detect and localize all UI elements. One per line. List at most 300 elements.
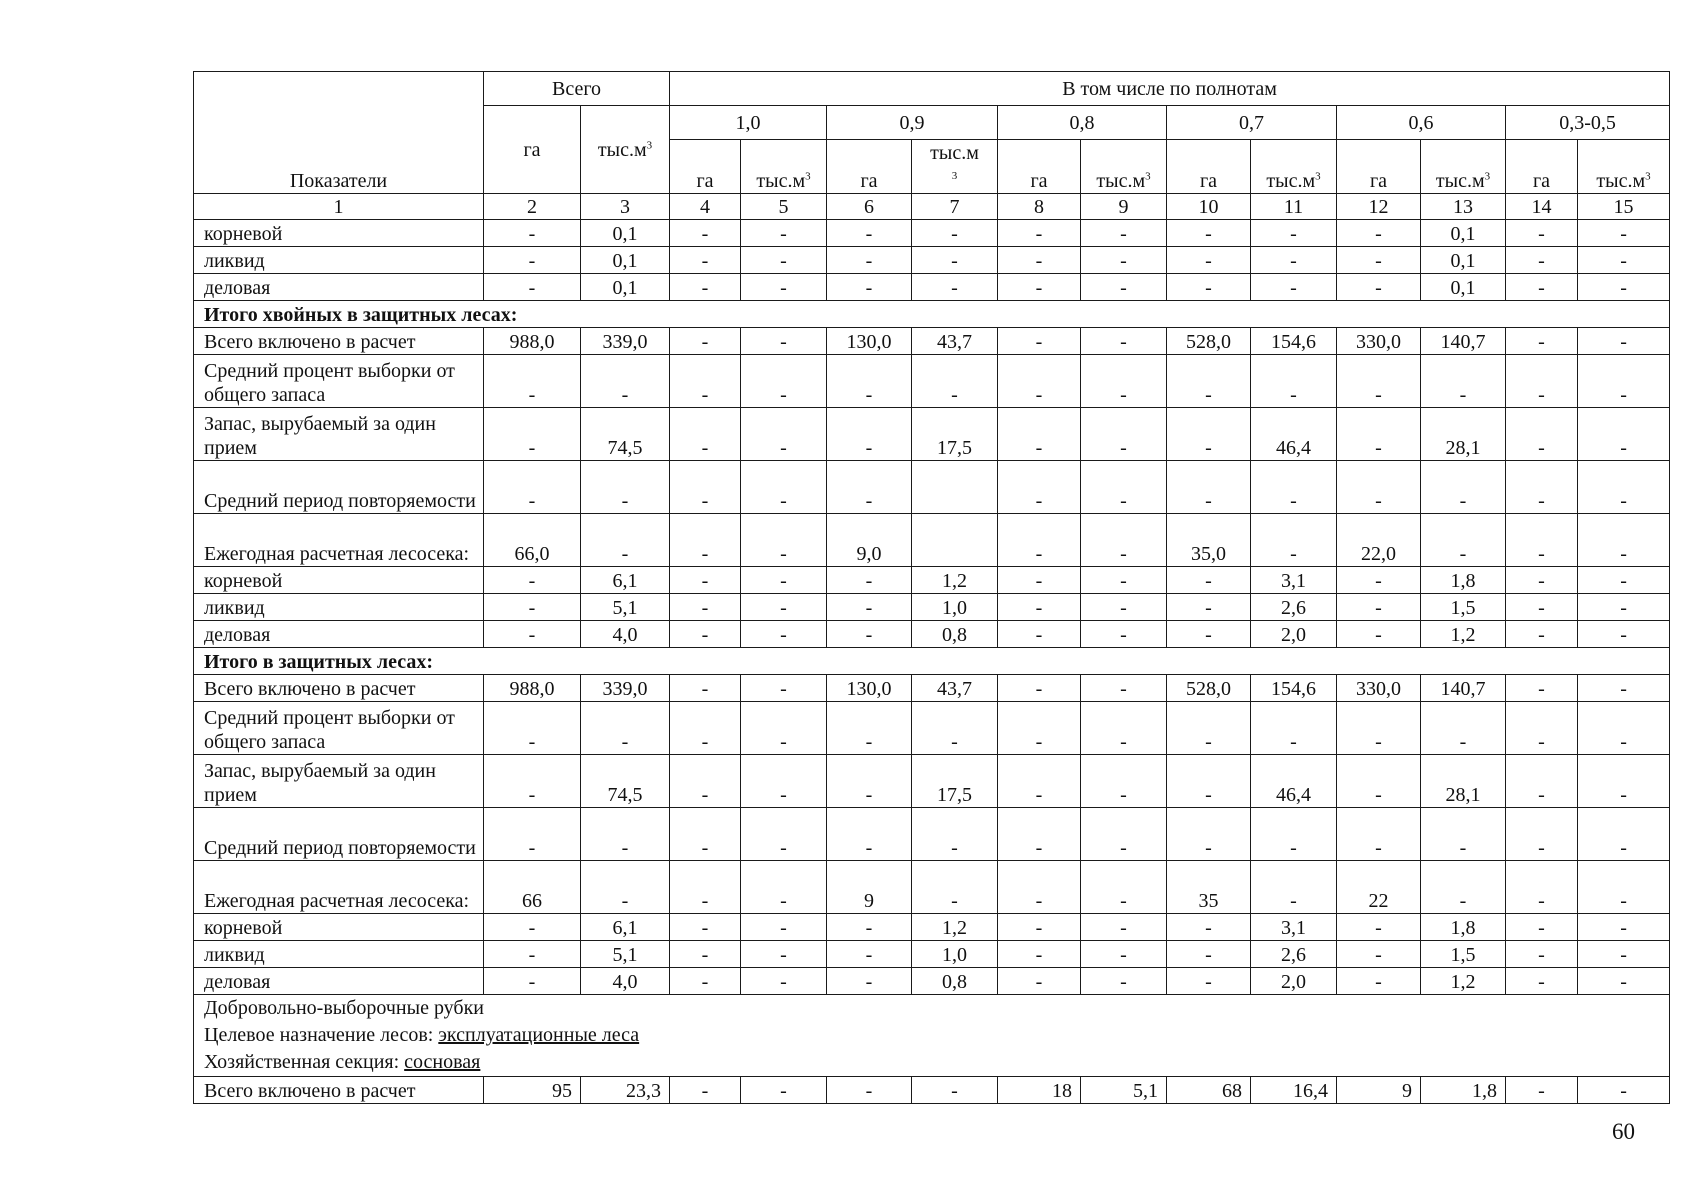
table-cell: -: [484, 567, 581, 594]
info-block: [194, 995, 1670, 1077]
table-cell: 1,2: [1421, 621, 1506, 648]
table-cell: -: [827, 808, 912, 861]
row-label: Запас, вырубаемый за один прием: [194, 755, 484, 808]
table-row: [194, 941, 1670, 968]
table-cell: -: [1506, 514, 1578, 567]
table-cell: -: [1421, 461, 1506, 514]
table-cell: 140,7: [1421, 328, 1506, 355]
table-cell: -: [1506, 675, 1578, 702]
table-cell: -: [1506, 941, 1578, 968]
table-cell: -: [484, 702, 581, 755]
table-cell: -: [827, 755, 912, 808]
table-cell: -: [484, 408, 581, 461]
table-row: [194, 968, 1670, 995]
table-cell: 35,0: [1167, 514, 1251, 567]
table-cell: 528,0: [1167, 675, 1251, 702]
table-cell: -: [1251, 514, 1337, 567]
unit-ha: га: [827, 140, 912, 194]
table-cell: 74,5: [581, 755, 670, 808]
table-cell: -: [581, 461, 670, 514]
total-ha-header: га: [484, 106, 581, 194]
table-cell: -: [1337, 914, 1421, 941]
table-cell: 330,0: [1337, 675, 1421, 702]
table-cell: 130,0: [827, 328, 912, 355]
row-label: корневой: [194, 567, 484, 594]
cutting-volume-table: [193, 71, 1670, 1104]
table-row: [194, 355, 1670, 408]
table-row: [194, 1077, 1670, 1104]
table-row: [194, 461, 1670, 514]
table-cell: 1,5: [1421, 594, 1506, 621]
table-cell: 1,2: [912, 567, 998, 594]
table-cell: -: [670, 247, 741, 274]
table-cell: -: [1167, 408, 1251, 461]
unit-vol: $тыс.м^3$: [1421, 140, 1506, 194]
table-cell: -: [1251, 355, 1337, 408]
table-cell: -: [741, 461, 827, 514]
table-cell: -: [1421, 514, 1506, 567]
row-label: Всего включено в расчет: [194, 675, 484, 702]
forest-purpose-value: эксплуатационные леса: [438, 1024, 640, 1046]
table-cell: 154,6: [1251, 328, 1337, 355]
column-number: 4: [670, 194, 741, 220]
table-cell: -: [998, 702, 1081, 755]
table-cell: 988,0: [484, 328, 581, 355]
table-cell: -: [912, 247, 998, 274]
table-cell: 16,4: [1251, 1077, 1337, 1104]
table-cell: -: [1081, 914, 1167, 941]
table-cell: -: [1251, 247, 1337, 274]
row-label: корневой: [194, 220, 484, 247]
table-cell: 95: [484, 1077, 581, 1104]
table-row: [194, 755, 1670, 808]
table-cell: -: [1578, 1077, 1670, 1104]
table-cell: -: [1337, 621, 1421, 648]
table-cell: -: [1506, 461, 1578, 514]
table-cell: -: [1081, 594, 1167, 621]
table-cell: -: [581, 702, 670, 755]
total-header: Всего: [484, 72, 670, 106]
table-row: [194, 594, 1670, 621]
unit-ha: га: [1167, 140, 1251, 194]
table-cell: 3,1: [1251, 914, 1337, 941]
table-cell: -: [1251, 702, 1337, 755]
row-label: Ежегодная расчетная лесосека:: [194, 514, 484, 567]
table-cell: 1,0: [912, 941, 998, 968]
table-row: [194, 621, 1670, 648]
table-cell: -: [1421, 861, 1506, 914]
table-cell: 0,1: [581, 247, 670, 274]
table-cell: -: [1421, 355, 1506, 408]
table-cell: -: [1081, 461, 1167, 514]
table-cell: 5,1: [581, 941, 670, 968]
table-cell: -: [1506, 968, 1578, 995]
table-cell: -: [998, 594, 1081, 621]
table-cell: -: [1506, 594, 1578, 621]
table-cell: -: [1167, 274, 1251, 301]
table-cell: -: [670, 1077, 741, 1104]
unit-ha: га: [998, 140, 1081, 194]
table-cell: -: [1578, 274, 1670, 301]
table-cell: -: [1421, 808, 1506, 861]
table-cell: -: [1578, 461, 1670, 514]
table-cell: -: [1506, 808, 1578, 861]
table-cell: -: [1337, 274, 1421, 301]
table-cell: -: [827, 621, 912, 648]
table-row: [194, 247, 1670, 274]
table-cell: -: [1578, 514, 1670, 567]
table-cell: -: [741, 808, 827, 861]
table-cell: 1,8: [1421, 567, 1506, 594]
row-label: деловая: [194, 274, 484, 301]
table-cell: -: [741, 247, 827, 274]
table-cell: -: [1337, 247, 1421, 274]
unit-ha: га: [1337, 140, 1421, 194]
table-cell: -: [484, 755, 581, 808]
table-cell: -: [1421, 702, 1506, 755]
table-cell: -: [912, 355, 998, 408]
table-cell: -: [1506, 861, 1578, 914]
table-cell: -: [912, 808, 998, 861]
table-cell: 0,1: [581, 220, 670, 247]
table-cell: 22: [1337, 861, 1421, 914]
column-number: 1: [194, 194, 484, 220]
table-cell: -: [827, 461, 912, 514]
table-cell: -: [1578, 247, 1670, 274]
table-cell: -: [484, 355, 581, 408]
table-cell: -: [1081, 355, 1167, 408]
table-cell: 5,1: [581, 594, 670, 621]
table-cell: 9: [1337, 1077, 1421, 1104]
column-number: 9: [1081, 194, 1167, 220]
table-cell: -: [741, 941, 827, 968]
table-cell: -: [1081, 514, 1167, 567]
column-number: 5: [741, 194, 827, 220]
table-cell: 0,8: [912, 621, 998, 648]
row-label: ликвид: [194, 594, 484, 621]
table-cell: -: [1578, 702, 1670, 755]
section-title: Итого в защитных лесах:: [194, 648, 1670, 675]
table-cell: -: [1081, 247, 1167, 274]
table-cell: -: [1081, 567, 1167, 594]
column-number-row: [194, 194, 1670, 220]
table-cell: -: [998, 808, 1081, 861]
table-cell: -: [1167, 247, 1251, 274]
column-number: 14: [1506, 194, 1578, 220]
table-cell: -: [670, 594, 741, 621]
table-cell: 5,1: [1081, 1077, 1167, 1104]
economic-section-line: [204, 1049, 1666, 1076]
table-cell: -: [1081, 808, 1167, 861]
row-label: Средний период повторяемости: [194, 461, 484, 514]
unit-vol: $тыс.м^3$: [1251, 140, 1337, 194]
table-cell: -: [998, 755, 1081, 808]
table-cell: -: [1337, 594, 1421, 621]
table-cell: -: [998, 328, 1081, 355]
table-cell: -: [827, 408, 912, 461]
column-number: 3: [581, 194, 670, 220]
row-label: Средний период повторяемости: [194, 808, 484, 861]
table-cell: -: [827, 594, 912, 621]
table-cell: 18: [998, 1077, 1081, 1104]
table-cell: -: [670, 567, 741, 594]
table-cell: -: [741, 274, 827, 301]
table-cell: -: [1337, 755, 1421, 808]
table-cell: -: [1506, 328, 1578, 355]
indicators-header: Показатели: [194, 72, 484, 194]
table-cell: -: [1337, 408, 1421, 461]
table-cell: 1,5: [1421, 941, 1506, 968]
table-cell: -: [998, 247, 1081, 274]
table-cell: -: [741, 355, 827, 408]
table-cell: -: [827, 274, 912, 301]
table-cell: -: [827, 1077, 912, 1104]
table-cell: -: [1506, 914, 1578, 941]
table-cell: -: [581, 355, 670, 408]
table-cell: -: [827, 914, 912, 941]
table-cell: -: [1251, 461, 1337, 514]
table-cell: -: [670, 914, 741, 941]
unit-vol-wrapped: тыс.м 3: [912, 140, 998, 194]
density-0-7-header: 0,7: [1167, 106, 1337, 140]
table-cell: 0,1: [1421, 220, 1506, 247]
table-cell: -: [484, 808, 581, 861]
table-cell: 6,1: [581, 567, 670, 594]
table-cell: -: [1167, 702, 1251, 755]
table-cell: -: [741, 914, 827, 941]
table-cell: 43,7: [912, 675, 998, 702]
table-cell: -: [912, 1077, 998, 1104]
table-cell: -: [670, 941, 741, 968]
table-cell: -: [1081, 220, 1167, 247]
economic-section-value: сосновая: [404, 1051, 481, 1073]
table-cell: -: [1167, 941, 1251, 968]
table-cell: -: [998, 220, 1081, 247]
table-cell: -: [741, 328, 827, 355]
table-cell: -: [741, 408, 827, 461]
table-row: [194, 328, 1670, 355]
table-cell: -: [670, 274, 741, 301]
table-cell: 17,5: [912, 755, 998, 808]
table-cell: -: [1578, 968, 1670, 995]
table-cell: -: [827, 220, 912, 247]
table-cell: 0,1: [1421, 247, 1506, 274]
table-cell: 2,0: [1251, 968, 1337, 995]
table-row: [194, 702, 1670, 755]
column-number: 6: [827, 194, 912, 220]
row-label: деловая: [194, 621, 484, 648]
table-cell: -: [581, 861, 670, 914]
table-cell: 1,2: [1421, 968, 1506, 995]
table-cell: 22,0: [1337, 514, 1421, 567]
table-cell: 35: [1167, 861, 1251, 914]
table-cell: -: [1167, 808, 1251, 861]
table-cell: -: [1167, 594, 1251, 621]
table-cell: -: [1081, 861, 1167, 914]
table-cell: -: [1251, 808, 1337, 861]
table-cell: -: [998, 675, 1081, 702]
table-cell: -: [1167, 567, 1251, 594]
table-cell: 43,7: [912, 328, 998, 355]
table-cell: -: [1337, 461, 1421, 514]
column-number: 11: [1251, 194, 1337, 220]
table-cell: -: [1578, 755, 1670, 808]
column-number: 15: [1578, 194, 1670, 220]
economic-section-label: Хозяйственная секция:: [204, 1051, 405, 1073]
table-cell: -: [1337, 941, 1421, 968]
table-cell: -: [741, 1077, 827, 1104]
table-row: [194, 220, 1670, 247]
density-0-6-header: 0,6: [1337, 106, 1506, 140]
table-cell: -: [1337, 220, 1421, 247]
page-number: 60: [1612, 1119, 1635, 1144]
table-cell: -: [1578, 808, 1670, 861]
table-cell: -: [484, 461, 581, 514]
table-row: [194, 808, 1670, 861]
table-cell: -: [1578, 941, 1670, 968]
table-cell: -: [670, 408, 741, 461]
section-title: Итого хвойных в защитных лесах:: [194, 301, 1670, 328]
table-cell: -: [741, 594, 827, 621]
table-cell: 0,1: [581, 274, 670, 301]
table-cell: -: [1578, 355, 1670, 408]
table-cell: -: [670, 968, 741, 995]
table-cell: 68: [1167, 1077, 1251, 1104]
table-cell: -: [912, 861, 998, 914]
forest-purpose-line: [204, 1022, 1666, 1049]
forest-table-sheet: [193, 71, 1669, 1104]
table-cell: 66,0: [484, 514, 581, 567]
table-cell: -: [1081, 675, 1167, 702]
table-cell: 74,5: [581, 408, 670, 461]
table-cell: -: [827, 941, 912, 968]
unit-vol: $тыс.м^3$: [741, 140, 827, 194]
table-cell: -: [1167, 220, 1251, 247]
table-cell: 339,0: [581, 675, 670, 702]
unit-vol: $тыс.м^3$: [1578, 140, 1670, 194]
table-cell: -: [827, 702, 912, 755]
unit-vol: $тыс.м^3$: [1081, 140, 1167, 194]
table-cell: -: [1578, 328, 1670, 355]
table-cell: -: [1081, 274, 1167, 301]
table-cell: -: [1081, 755, 1167, 808]
table-cell: -: [1506, 247, 1578, 274]
row-label: Средний процент выборки от общего запаса: [194, 702, 484, 755]
table-cell: -: [912, 702, 998, 755]
column-number: 13: [1421, 194, 1506, 220]
table-row: [194, 408, 1670, 461]
table-cell: 528,0: [1167, 328, 1251, 355]
table-cell: -: [827, 567, 912, 594]
table-cell: -: [484, 941, 581, 968]
table-cell: -: [1167, 914, 1251, 941]
table-cell: -: [1506, 408, 1578, 461]
table-cell: -: [1506, 1077, 1578, 1104]
table-cell: 2,6: [1251, 594, 1337, 621]
table-cell: 66: [484, 861, 581, 914]
table-cell: [912, 514, 998, 567]
table-cell: -: [998, 861, 1081, 914]
table-cell: 28,1: [1421, 408, 1506, 461]
table-cell: -: [1506, 274, 1578, 301]
table-cell: -: [1081, 968, 1167, 995]
table-cell: 3,1: [1251, 567, 1337, 594]
table-cell: -: [484, 621, 581, 648]
table-cell: -: [998, 355, 1081, 408]
table-cell: -: [741, 755, 827, 808]
table-cell: 28,1: [1421, 755, 1506, 808]
table-cell: 46,4: [1251, 408, 1337, 461]
density-0-9-header: 0,9: [827, 106, 998, 140]
table-cell: 154,6: [1251, 675, 1337, 702]
table-cell: -: [1167, 968, 1251, 995]
table-cell: -: [1081, 328, 1167, 355]
row-label: ликвид: [194, 247, 484, 274]
table-cell: -: [1578, 594, 1670, 621]
table-row: [194, 514, 1670, 567]
table-cell: -: [670, 514, 741, 567]
table-cell: -: [484, 914, 581, 941]
table-cell: 130,0: [827, 675, 912, 702]
table-cell: -: [670, 355, 741, 408]
by-density-header: В том числе по полнотам: [670, 72, 1670, 106]
forest-purpose-label: Целевое назначение лесов:: [204, 1024, 439, 1046]
column-number: 10: [1167, 194, 1251, 220]
table-cell: -: [670, 702, 741, 755]
table-cell: 1,2: [912, 914, 998, 941]
table-cell: -: [827, 247, 912, 274]
table-cell: -: [484, 594, 581, 621]
table-cell: 46,4: [1251, 755, 1337, 808]
table-cell: 2,6: [1251, 941, 1337, 968]
table-cell: -: [741, 968, 827, 995]
table-row: [194, 567, 1670, 594]
table-cell: 17,5: [912, 408, 998, 461]
column-number: 7: [912, 194, 998, 220]
table-cell: -: [1337, 808, 1421, 861]
table-cell: -: [741, 514, 827, 567]
table-cell: -: [1506, 621, 1578, 648]
table-cell: -: [484, 968, 581, 995]
row-label: корневой: [194, 914, 484, 941]
table-cell: -: [670, 461, 741, 514]
table-cell: -: [998, 461, 1081, 514]
table-cell: -: [670, 328, 741, 355]
table-cell: -: [670, 675, 741, 702]
table-cell: -: [1578, 220, 1670, 247]
table-cell: 23,3: [581, 1077, 670, 1104]
table-cell: -: [1578, 675, 1670, 702]
table-cell: -: [827, 355, 912, 408]
table-row: [194, 914, 1670, 941]
column-number: 8: [998, 194, 1081, 220]
table-cell: -: [1251, 274, 1337, 301]
info-block-row: [194, 995, 1670, 1077]
table-cell: 988,0: [484, 675, 581, 702]
table-cell: -: [1578, 567, 1670, 594]
section-header-row: [194, 301, 1670, 328]
table-cell: -: [1167, 355, 1251, 408]
unit-ha: га: [670, 140, 741, 194]
header-row-top: [194, 72, 1670, 106]
column-number: 2: [484, 194, 581, 220]
table-row: [194, 675, 1670, 702]
table-cell: -: [1167, 621, 1251, 648]
table-cell: -: [670, 808, 741, 861]
table-cell: -: [998, 514, 1081, 567]
table-cell: -: [1167, 755, 1251, 808]
table-cell: 2,0: [1251, 621, 1337, 648]
